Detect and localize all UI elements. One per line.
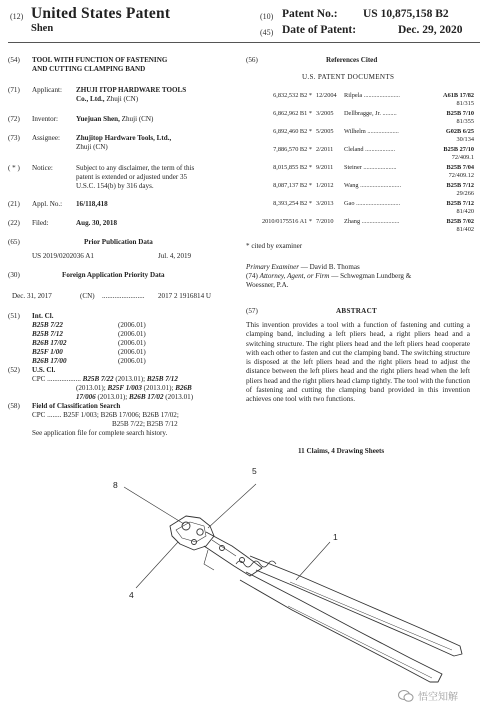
code-71: (71) bbox=[8, 86, 20, 94]
notice-line2: patent is extended or adjusted under 35 bbox=[76, 173, 188, 181]
code-73: (73) bbox=[8, 134, 20, 142]
reference-date: 2/2011 bbox=[316, 146, 334, 153]
wechat-logo-icon bbox=[398, 689, 414, 703]
int-cl-version: (2006.01) bbox=[118, 339, 146, 347]
inventor-short-name: Shen bbox=[31, 23, 54, 34]
code-21: (21) bbox=[8, 200, 20, 208]
assignee-line1: Zhujitop Hardware Tools, Ltd., bbox=[76, 134, 172, 142]
reference-row bbox=[246, 218, 474, 234]
reference-class: B25B 7/12 bbox=[446, 200, 474, 207]
reference-row bbox=[246, 110, 474, 126]
reference-class: B25B 7/12 bbox=[446, 182, 474, 189]
filed-value: Aug. 30, 2018 bbox=[76, 219, 117, 227]
filed-label: Filed: bbox=[32, 219, 49, 227]
reference-subclass: 81/355 bbox=[456, 117, 474, 125]
leader-5 bbox=[208, 484, 256, 528]
ref-label-1: 1 bbox=[333, 532, 338, 542]
field-search-line1: CPC ........ B25F 1/003; B26B 17/006; B26B 17/02; bbox=[32, 411, 179, 419]
code-72: (72) bbox=[8, 115, 20, 123]
foreign-priority-country: (CN) bbox=[80, 292, 95, 300]
reference-name: Gao ............................ bbox=[344, 200, 401, 207]
inventor-label: Inventor: bbox=[32, 115, 59, 123]
reference-date: 3/2005 bbox=[316, 110, 334, 117]
reference-name: Cleland ................... bbox=[344, 146, 396, 153]
patent-title-heading: United States Patent bbox=[31, 5, 171, 22]
int-cl-version: (2006.01) bbox=[118, 348, 146, 356]
int-cl-version: (2006.01) bbox=[118, 321, 146, 329]
invention-title-line1: TOOL WITH FUNCTION OF FASTENING bbox=[32, 56, 168, 64]
reference-number: 7,886,570 B2 * bbox=[273, 146, 312, 153]
us-patent-documents-heading: U.S. PATENT DOCUMENTS bbox=[302, 73, 395, 81]
reference-name: Rilpela ....................... bbox=[344, 92, 400, 99]
reference-number: 8,087,137 B2 * bbox=[273, 182, 312, 189]
assignee-line2: Zhuji (CN) bbox=[76, 143, 108, 151]
reference-subclass: 29/266 bbox=[456, 189, 474, 197]
applicant-label: Applicant: bbox=[32, 86, 62, 94]
attorney-line2: Woessner, P.A. bbox=[246, 281, 289, 289]
abstract-heading: ABSTRACT bbox=[336, 307, 378, 315]
code-54: (54) bbox=[8, 56, 20, 64]
code-52: (52) bbox=[8, 366, 20, 374]
prior-publication-date: Jul. 4, 2019 bbox=[158, 252, 192, 260]
reference-subclass: 81/420 bbox=[456, 207, 474, 215]
code-51: (51) bbox=[8, 312, 20, 320]
int-cl-class: B26B 17/00 bbox=[32, 357, 67, 365]
plier-tool-drawing bbox=[0, 460, 488, 711]
int-cl-heading: Int. Cl. bbox=[32, 312, 54, 320]
us-cl-line3: 17/006 (2013.01); B26B 17/02 (2013.01) bbox=[76, 393, 194, 401]
reference-name: Zhang ........................ bbox=[344, 218, 400, 225]
inventor-value: Yuejuan Shen, Zhuji (CN) bbox=[76, 115, 154, 123]
prior-publication-heading: Prior Publication Data bbox=[84, 238, 153, 246]
reference-subclass: 30/134 bbox=[456, 135, 474, 143]
reference-subclass: 81/315 bbox=[456, 99, 474, 107]
reference-date: 3/2013 bbox=[316, 200, 334, 207]
patent-no-label: Patent No.: bbox=[282, 8, 338, 20]
int-cl-class: B25F 1/00 bbox=[32, 348, 63, 356]
ref-label-4: 4 bbox=[129, 590, 134, 600]
reference-number: 6,832,532 B2 * bbox=[273, 92, 312, 99]
int-cl-class: B25B 7/22 bbox=[32, 321, 63, 329]
code-22: (22) bbox=[8, 219, 20, 227]
notice-line1: Subject to any disclaimer, the term of this bbox=[76, 164, 195, 172]
ref-label-5: 5 bbox=[252, 466, 257, 476]
abstract-text: This invention provides a tool with a function of fastening and cutting a clamping band, including a left pliers head, a right pliers head and a switching structure. The right pliers head and the left pliers head cooperate with each other to fasten and cut the clamping band. The switching structure is disposed at the left pliers head and the right pliers head to adjust the distance between the left pliers head and the right pliers head when the left pliers head and the right pliers head clamp tightly. The tool with the function of fastening and cutting the clamping band provided in this invention achieves one tool with two functions. bbox=[246, 320, 470, 404]
header-code-10: (10) bbox=[260, 12, 274, 21]
us-cl-line2: (2013.01); B25F 1/003 (2013.01); B26B bbox=[76, 384, 192, 392]
reference-subclass: 81/402 bbox=[456, 225, 474, 233]
reference-name: Steiner ..................... bbox=[344, 164, 397, 171]
reference-row bbox=[246, 146, 474, 162]
reference-number: 6,862,962 B1 * bbox=[273, 110, 312, 117]
reference-date: 12/2004 bbox=[316, 92, 337, 99]
reference-subclass: 72/409.12 bbox=[448, 171, 474, 179]
date-of-patent: Dec. 29, 2020 bbox=[398, 24, 463, 36]
reference-class: B25B 7/04 bbox=[446, 164, 474, 171]
reference-class: B25B 27/10 bbox=[443, 146, 474, 153]
reference-class: B25B 7/02 bbox=[446, 218, 474, 225]
reference-row bbox=[246, 164, 474, 180]
reference-row bbox=[246, 200, 474, 216]
code-65: (65) bbox=[8, 238, 20, 246]
int-cl-class: B26B 17/02 bbox=[32, 339, 67, 347]
date-of-patent-label: Date of Patent: bbox=[282, 24, 357, 36]
leader-8 bbox=[124, 487, 184, 524]
field-search-line3: See application file for complete search history. bbox=[32, 429, 168, 437]
foreign-priority-dots: ........................ bbox=[102, 292, 145, 300]
foreign-priority-date: Dec. 31, 2017 bbox=[12, 292, 52, 300]
ref-label-8: 8 bbox=[113, 480, 118, 490]
reference-subclass: 72/409.1 bbox=[451, 153, 474, 161]
appl-no-label: Appl. No.: bbox=[32, 200, 63, 208]
reference-name: Dellbragge, Jr. ......... bbox=[344, 110, 397, 117]
foreign-priority-number: 2017 2 1916814 U bbox=[158, 292, 212, 300]
reference-row bbox=[246, 92, 474, 108]
code-57: (57) bbox=[246, 307, 258, 315]
prior-publication-number: US 2019/0202036 A1 bbox=[32, 252, 94, 260]
code-56: (56) bbox=[246, 56, 258, 64]
reference-date: 1/2012 bbox=[316, 182, 334, 189]
reference-class: G02B 6/25 bbox=[445, 128, 474, 135]
leader-1 bbox=[296, 542, 330, 580]
reference-number: 8,015,855 B2 * bbox=[273, 164, 312, 171]
appl-no-value: 16/118,418 bbox=[76, 200, 108, 208]
us-cl-heading: U.S. Cl. bbox=[32, 366, 56, 374]
applicant-line1: ZHUJI ITOP HARDWARE TOOLS bbox=[76, 86, 187, 94]
leader-4 bbox=[136, 542, 178, 588]
reference-number: 6,892,460 B2 * bbox=[273, 128, 312, 135]
cited-by-examiner-note: * cited by examiner bbox=[246, 242, 303, 250]
reference-row bbox=[246, 128, 474, 144]
applicant-line2: Co., Ltd., Zhuji (CN) bbox=[76, 95, 139, 103]
reference-row bbox=[246, 182, 474, 198]
int-cl-version: (2006.01) bbox=[118, 330, 146, 338]
patent-number: US 10,875,158 B2 bbox=[363, 8, 449, 20]
int-cl-class: B25B 7/12 bbox=[32, 330, 63, 338]
reference-name: Wilhelm .................... bbox=[344, 128, 399, 135]
code-58: (58) bbox=[8, 402, 20, 410]
reference-number: 8,393,254 B2 * bbox=[273, 200, 312, 207]
us-cl-line1: CPC ................... B25B 7/22 (2013.01); B25B 7/12 bbox=[32, 375, 178, 383]
attorney-line1: (74) Attorney, Agent, or Firm — Schwegman Lundberg & bbox=[246, 272, 412, 280]
references-cited-heading: References Cited bbox=[326, 56, 378, 64]
reference-class: B25B 7/10 bbox=[446, 110, 474, 117]
assignee-label: Assignee: bbox=[32, 134, 60, 142]
header-code-45: (45) bbox=[260, 28, 274, 37]
primary-examiner: Primary Examiner — David B. Thomas bbox=[246, 263, 360, 271]
header-code-12: (12) bbox=[10, 12, 24, 21]
reference-date: 9/2011 bbox=[316, 164, 334, 171]
code-notice: ( * ) bbox=[8, 164, 20, 172]
int-cl-version: (2006.01) bbox=[118, 357, 146, 365]
reference-date: 5/2005 bbox=[316, 128, 334, 135]
field-search-line2: B25B 7/22; B25B 7/12 bbox=[112, 420, 178, 428]
reference-number: 2010/0175516 A1 * bbox=[261, 218, 312, 225]
header-rule bbox=[8, 42, 480, 43]
reference-date: 7/2010 bbox=[316, 218, 334, 225]
reference-name: Wang .......................... bbox=[344, 182, 402, 189]
watermark bbox=[398, 688, 458, 703]
invention-title-line2: AND CUTTING CLAMPING BAND bbox=[32, 65, 146, 73]
notice-line3: U.S.C. 154(b) by 316 days. bbox=[76, 182, 154, 190]
field-search-heading: Field of Classification Search bbox=[32, 402, 121, 410]
lower-handle bbox=[240, 572, 442, 682]
adjust-screw bbox=[197, 529, 203, 535]
notice-label: Notice: bbox=[32, 164, 53, 172]
claims-drawing-sheets: 11 Claims, 4 Drawing Sheets bbox=[298, 447, 385, 455]
code-30: (30) bbox=[8, 271, 20, 279]
reference-class: A61B 17/82 bbox=[443, 92, 474, 99]
foreign-priority-heading: Foreign Application Priority Data bbox=[62, 271, 165, 279]
watermark-text: 悟空知解 bbox=[418, 692, 458, 703]
